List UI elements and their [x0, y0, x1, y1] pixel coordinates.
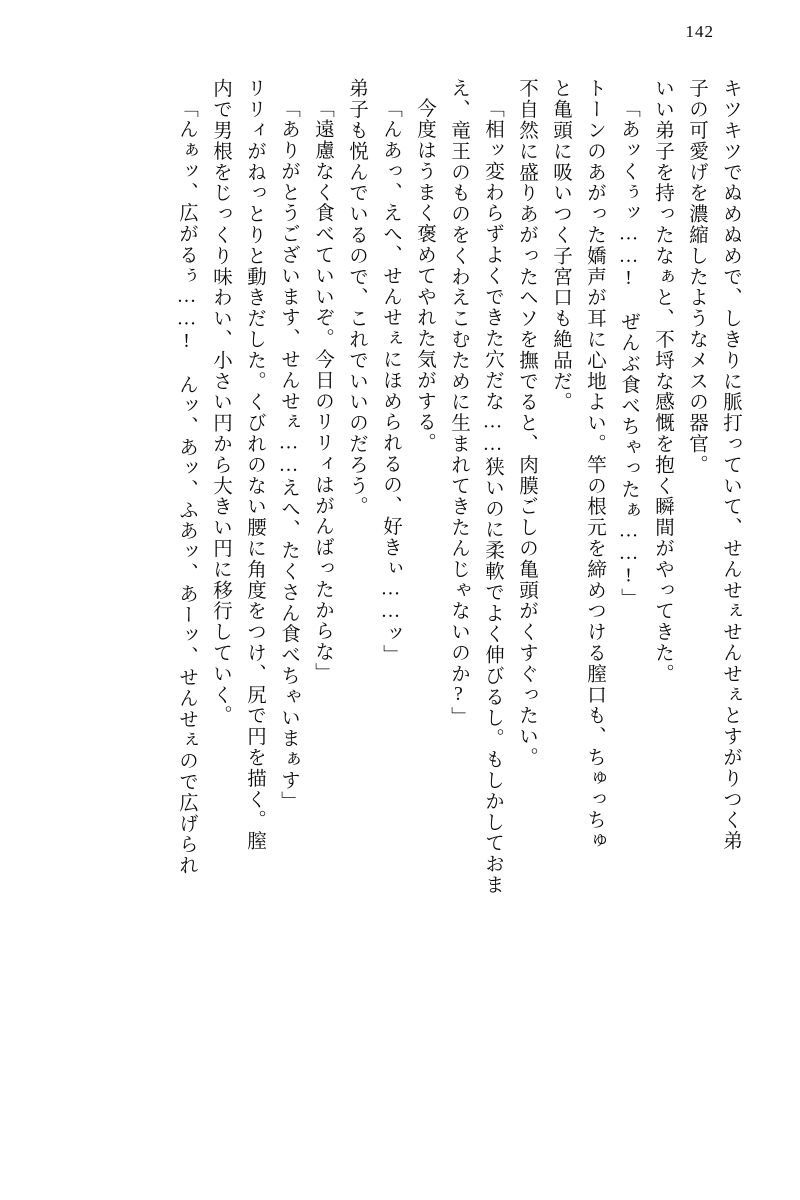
text-column: トーンのあがった嬌声が耳に心地よい。竿の根元を締めつける膣口も、ちゅっちゅ	[584, 78, 605, 852]
text-column: キツキツでぬめぬめで、しきりに脈打っていて、せんせぇせんせぇとすがりつく弟	[720, 78, 741, 852]
text-column: 子の可愛げを濃縮したようなメスの器官。	[686, 78, 707, 476]
page-number: 142	[685, 22, 714, 41]
text-column: リリィがねっとりと動きだした。くびれのない腰に角度をつけ、尻で円を描く。膣	[244, 78, 265, 852]
vertical-text-body	[58, 78, 740, 1152]
text-column: 「んあっ、えへ、せんせぇにほめられるの、好きぃ……ッ」	[380, 98, 401, 666]
text-column: 「遠慮なく食べていいぞ。今日のリリィはがんばったからな」	[312, 98, 333, 684]
text-column: 内で男根をじっくり味わい、小さい円から大きい円に移行していく。	[210, 78, 231, 726]
text-column: 不自然に盛りあがったヘソを撫でると、肉膜ごしの亀頭がくすぐったい。	[516, 78, 537, 768]
text-column: いい弟子を持ったなぁと、不埒な感慨を抱く瞬間がやってきた。	[652, 78, 673, 685]
text-column: 「んぁッ、広がるぅ……! んッ、あッ、ふあッ、あーッ、せんせぇので広げられ	[176, 98, 197, 876]
text-column: と亀頭に吸いつく子宮口も絶品だ。	[550, 78, 571, 413]
text-column: 今度はうまく褒めてやれた気がする。	[414, 98, 435, 454]
text-column: 「相ッ変わらずよくできた穴だな……狭いのに柔軟でよく伸びるし。もしかしておま	[482, 98, 503, 896]
text-column: 「あッくぅッ……! ぜんぶ食べちゃったぁ……!」	[618, 98, 639, 609]
text-column: え、竜王のものをくわえこむために生まれてきたんじゃないのか?」	[448, 78, 469, 728]
text-column: 「ありがとうございます、せんせぇ……えへ、たくさん食べちゃいまぁす」	[278, 98, 299, 812]
text-column: 弟子も悦んでいるので、これでいいのだろう。	[346, 78, 367, 517]
